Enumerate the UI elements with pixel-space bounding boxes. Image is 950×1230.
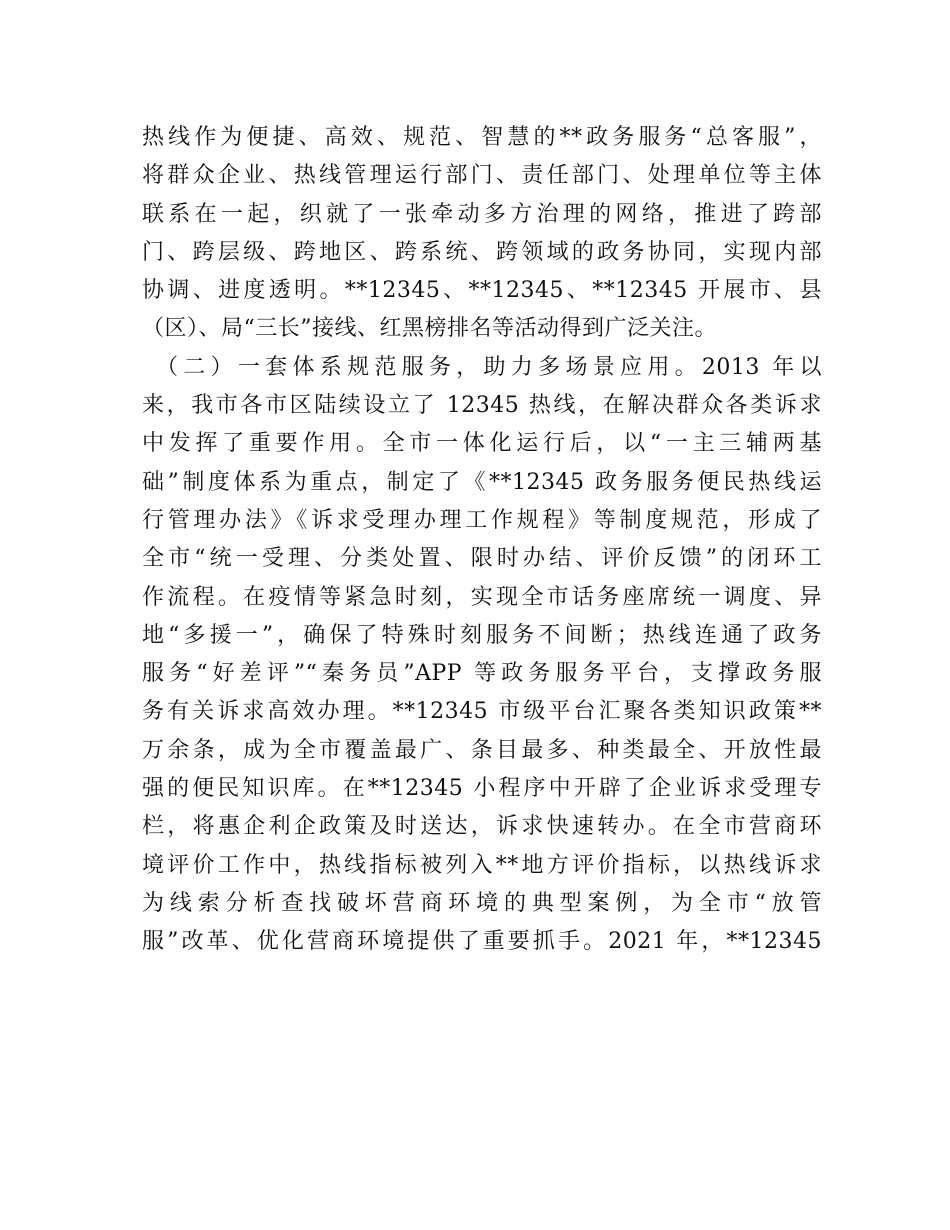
text-line: 服务“好差评”“秦务员”APP 等政务服务平台，支撑政务服: [142, 661, 822, 687]
text-line: 协调、进度透明。**12345、**12345、**12345 开展市、县: [142, 278, 822, 304]
text-line: 门、跨层级、跨地区、跨系统、跨领域的政务协同，实现内部: [142, 239, 822, 265]
text-line: 服”改革、优化营商环境提供了重要抓手。2021 年，**12345: [142, 929, 822, 955]
text-line: 来，我市各市区陆续设立了 12345 热线，在解决群众各类诉求: [142, 393, 822, 419]
text-line: 境评价工作中，热线指标被列入**地方评价指标，以热线诉求: [142, 852, 822, 878]
text-line: 为线索分析查找破坏营商环境的典型案例，为全市“放管: [142, 890, 822, 916]
text-line: 行管理办法》《诉求受理办理工作规程》等制度规范，形成了: [142, 507, 822, 533]
text-line: 强的便民知识库。在**12345 小程序中开辟了企业诉求受理专: [142, 776, 822, 802]
text-line: 全市“统一受理、分类处置、限时办结、评价反馈”的闭环工: [142, 546, 822, 572]
body-text: [142, 119, 822, 962]
section-heading-line: （二）一套体系规范服务，助力多场景应用。2013 年以: [156, 354, 822, 380]
text-line: 中发挥了重要作用。全市一体化运行后，以“一主三辅两基: [142, 431, 822, 457]
text-line: 地“多援一”，确保了特殊时刻服务不间断；热线连通了政务: [142, 622, 822, 648]
text-line: （区）、局“三长”接线、红黑榜排名等活动得到广泛关注。: [142, 316, 717, 342]
text-line: 作流程。在疫情等紧急时刻，实现全市话务座席统一调度、异: [142, 584, 822, 610]
text-line: 将群众企业、热线管理运行部门、责任部门、处理单位等主体: [142, 163, 822, 189]
text-line: 栏，将惠企利企政策及时送达，诉求快速转办。在全市营商环: [142, 814, 822, 840]
text-line: 联系在一起，织就了一张牵动多方治理的网络，推进了跨部: [142, 201, 822, 227]
text-line: 务有关诉求高效办理。**12345 市级平台汇聚各类知识政策**: [142, 699, 822, 725]
text-line: 万余条，成为全市覆盖最广、条目最多、种类最全、开放性最: [142, 737, 822, 763]
text-line: 热线作为便捷、高效、规范、智慧的**政务服务“总客服”，: [142, 125, 822, 150]
text-line: 础”制度体系为重点，制定了《**12345 政务服务便民热线运: [142, 469, 822, 495]
